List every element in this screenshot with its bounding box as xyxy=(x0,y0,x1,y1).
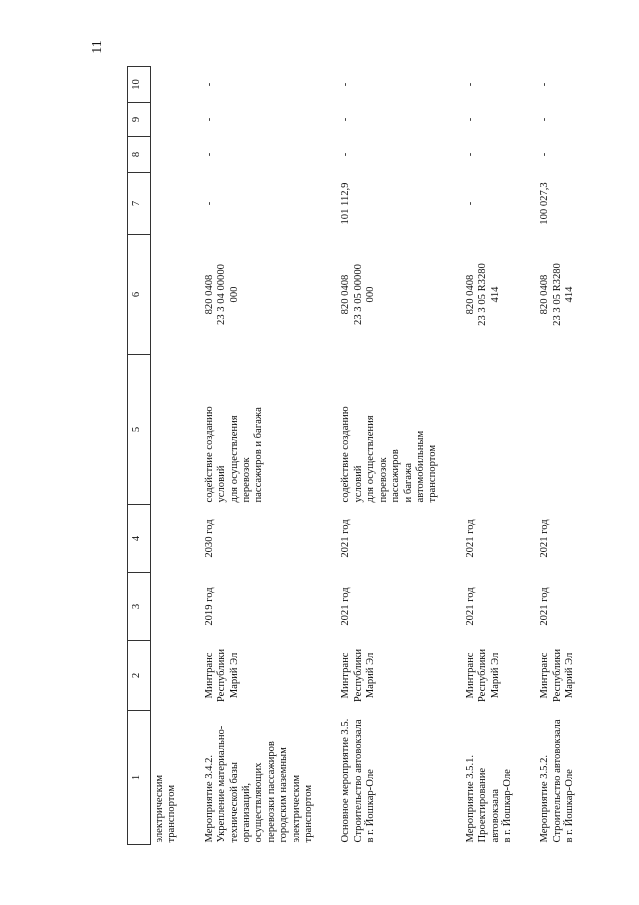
responsible-executor-cell xyxy=(536,641,576,711)
rotated-table-container xyxy=(127,67,639,845)
amount-cell: - xyxy=(203,152,215,157)
text-line: в г. Йошкар-Оле xyxy=(564,769,576,843)
spacer-row xyxy=(514,67,536,845)
text-line: Основное мероприятие 3.5. xyxy=(340,718,352,843)
text-line: Минтранс xyxy=(539,652,551,699)
text-line: 23 3 05 00000 xyxy=(352,264,364,325)
column-number: 8 xyxy=(128,137,151,173)
spacer-cell xyxy=(440,67,462,845)
expected-result-cell xyxy=(201,355,316,505)
measure-name-cell xyxy=(536,711,576,845)
text-line: автовокзала xyxy=(489,789,501,843)
text-line: 23 3 05 R3280 xyxy=(477,263,489,326)
spacer-cell xyxy=(514,67,536,845)
end-year-cell: 2021 год xyxy=(464,519,476,558)
amount-cell: - xyxy=(340,117,352,122)
expected-result-cell xyxy=(462,355,515,505)
text-line: Строительство автовокзала xyxy=(551,719,563,843)
text-line: технической базы xyxy=(228,762,240,843)
text-line: Мероприятие 3.5.2. xyxy=(539,754,551,843)
text-line: Мероприятие 3.4.2. xyxy=(203,754,215,843)
column-number: 1 xyxy=(128,711,151,845)
start-year-cell: 2021 год xyxy=(539,587,551,626)
amount-cell: - xyxy=(464,117,476,122)
start-year-cell: 2021 год xyxy=(340,587,352,626)
end-year-cell: 2030 год xyxy=(203,519,215,558)
text-line: в г. Йошкар-Оле xyxy=(501,769,513,843)
text-line: перевозки пассажиров xyxy=(265,741,277,843)
text-line: Мероприятие 3.5.1. xyxy=(464,754,476,843)
text-line: перевозок xyxy=(377,457,389,503)
text-line: для осуществления xyxy=(228,415,240,503)
text-line: для осуществления xyxy=(365,415,377,503)
text-line: 820 0408 xyxy=(464,274,476,315)
table-row xyxy=(462,67,515,845)
text-line: Республики xyxy=(551,648,563,703)
spacer-row xyxy=(179,67,201,845)
text-line: в г. Йошкар-Оле xyxy=(365,769,377,843)
table-row xyxy=(201,67,316,845)
text-line: 820 0408 xyxy=(539,274,551,315)
text-line: Марий Эл xyxy=(564,652,576,699)
amount-cell: - xyxy=(340,82,352,87)
start-year-cell: 2019 год xyxy=(203,587,215,626)
end-year-cell: 2021 год xyxy=(539,519,551,558)
amount-cell: - xyxy=(539,82,551,87)
column-number: 7 xyxy=(128,173,151,235)
expected-result-cell xyxy=(536,355,576,505)
measure-name-cell xyxy=(201,711,316,845)
text-line: Республики xyxy=(352,648,364,703)
amount-cell: 100 027,3 xyxy=(539,182,551,225)
table-row xyxy=(536,67,576,845)
text-line: Проектирование xyxy=(477,767,489,843)
amount-cell: - xyxy=(539,152,551,157)
amount-cell: - xyxy=(539,117,551,122)
amount-cell: - xyxy=(203,201,215,206)
text-line: организаций, xyxy=(241,782,253,843)
start-year-cell: 2021 год xyxy=(464,587,476,626)
continuation-text xyxy=(151,711,179,845)
budget-code-cell xyxy=(462,235,515,355)
text-line: 000 xyxy=(228,286,240,303)
column-number: 9 xyxy=(128,103,151,137)
text-line: Укрепление материально- xyxy=(216,725,228,843)
column-number: 10 xyxy=(128,67,151,103)
text-line: транспортом xyxy=(303,784,315,843)
budget-code-cell xyxy=(536,235,576,355)
text-line: условий xyxy=(216,465,228,503)
budget-code-cell xyxy=(201,235,316,355)
text-line: Республики xyxy=(216,648,228,703)
spacer-row xyxy=(315,67,337,845)
text-line: Строительство автовокзала xyxy=(352,719,364,843)
text-line: содействие созданию xyxy=(203,406,215,503)
spacer-cell xyxy=(315,67,337,845)
text-line: 820 0408 xyxy=(203,274,215,315)
column-number: 2 xyxy=(128,641,151,711)
text-line: Республики xyxy=(477,648,489,703)
text-line: городским наземным xyxy=(278,747,290,843)
budget-code-cell xyxy=(337,235,439,355)
end-year-cell: 2021 год xyxy=(340,519,352,558)
column-number: 5 xyxy=(128,355,151,505)
text-line: 414 xyxy=(489,286,501,303)
measure-name-cell xyxy=(337,711,439,845)
table-row xyxy=(337,67,439,845)
text-line: Минтранс xyxy=(464,652,476,699)
expected-result-cell xyxy=(337,355,439,505)
measure-name-cell xyxy=(462,711,515,845)
text-line: электрическим xyxy=(290,774,302,843)
text-line: и багажа xyxy=(402,463,414,503)
text-line: Марий Эл xyxy=(365,652,377,699)
text-line: 414 xyxy=(564,286,576,303)
text-line: осуществляющих xyxy=(253,762,265,843)
text-line: условий xyxy=(352,465,364,503)
measures-table xyxy=(127,66,577,845)
responsible-executor-cell xyxy=(462,641,515,711)
column-number: 4 xyxy=(128,505,151,573)
amount-cell: - xyxy=(464,152,476,157)
continuation-row xyxy=(151,67,179,845)
spacer-row xyxy=(440,67,462,845)
text-line: содействие созданию xyxy=(340,406,352,503)
text-line: 23 3 05 R3280 xyxy=(551,263,563,326)
text-line: Марий Эл xyxy=(228,652,240,699)
amount-cell: - xyxy=(464,201,476,206)
amount-cell: - xyxy=(340,152,352,157)
text-line: перевозок xyxy=(241,457,253,503)
column-number-row xyxy=(128,67,151,845)
text-line: электрическим xyxy=(154,774,165,843)
amount-cell: - xyxy=(464,82,476,87)
column-number: 3 xyxy=(128,573,151,641)
amount-cell: 101 112,9 xyxy=(340,182,352,225)
text-line: транспортом xyxy=(166,784,178,843)
text-line: 820 0408 xyxy=(340,274,352,315)
amount-cell: - xyxy=(203,117,215,122)
text-line: автомобильным xyxy=(414,430,426,503)
text-line: пассажиров и багажа xyxy=(253,407,265,503)
page-number: 11 xyxy=(90,40,105,54)
text-line: пассажиров xyxy=(390,449,402,503)
spacer-cell xyxy=(179,67,201,845)
text-line: Минтранс xyxy=(340,652,352,699)
text-line: Минтранс xyxy=(203,652,215,699)
text-line: 000 xyxy=(365,286,377,303)
responsible-executor-cell xyxy=(337,641,439,711)
text-line: транспортом xyxy=(427,444,439,503)
text-line: Марий Эл xyxy=(489,652,501,699)
text-line: 23 3 04 00000 xyxy=(216,264,228,325)
column-number: 6 xyxy=(128,235,151,355)
empty-cell xyxy=(151,67,179,711)
responsible-executor-cell xyxy=(201,641,316,711)
amount-cell: - xyxy=(203,82,215,87)
